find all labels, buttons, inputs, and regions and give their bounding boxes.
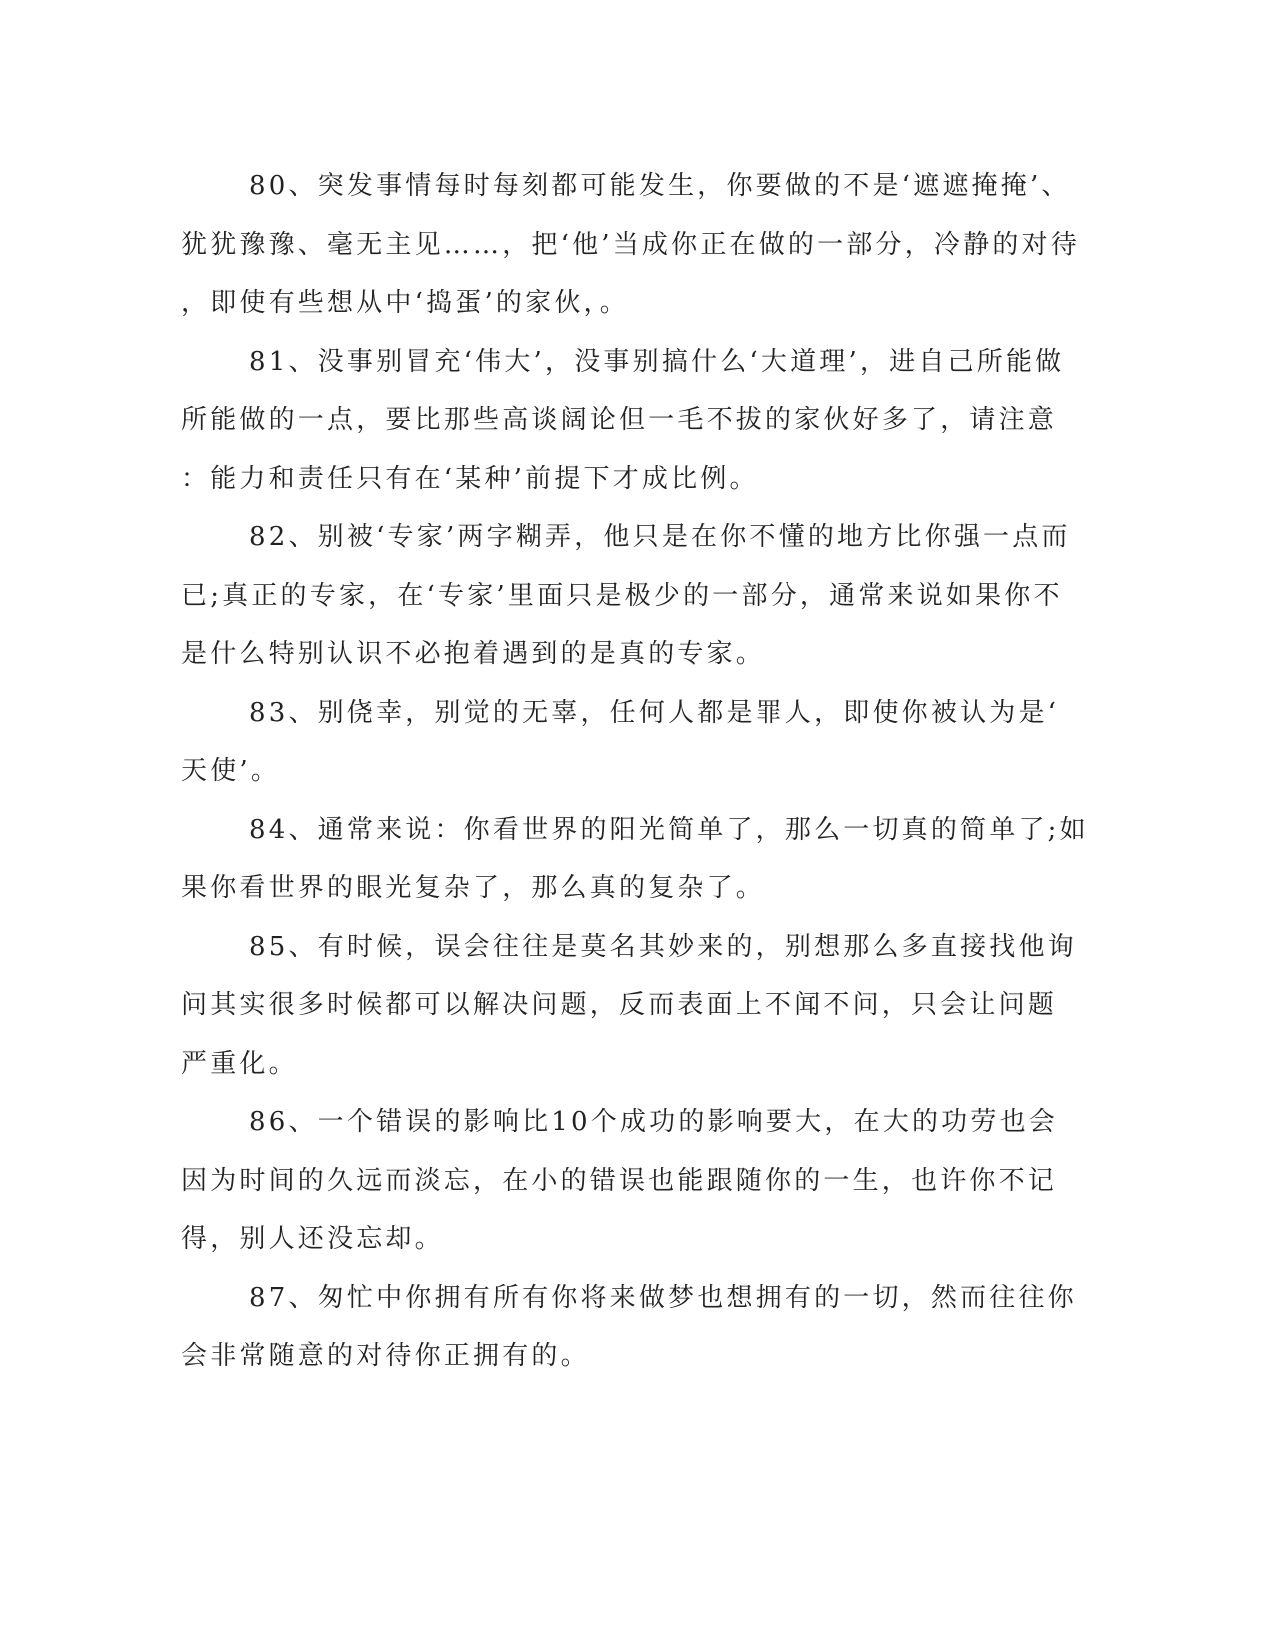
paragraph-83-line-2: 天使’。: [181, 756, 281, 786]
paragraph-80-line-3: ，即使有些想从中‘捣蛋’的家伙，。: [181, 288, 629, 318]
paragraph-87-line-2: 会非常随意的对待你正拥有的。: [181, 1341, 590, 1371]
paragraph-81-line-2: 所能做的一点，要比那些高谈阔论但一毛不拔的家伙好多了，请注意: [181, 405, 1058, 435]
paragraph-80-line-2: 犹犹豫豫、毫无主见……，把‘他’当成你正在做的一部分，冷静的对待: [181, 229, 1080, 260]
paragraph-82-line-1: 82、别被‘专家’两字糊弄，他只是在你不懂的地方比你强一点而: [249, 522, 1071, 552]
paragraph-81-line-3: ：能力和责任只有在‘某种’前提下才成比例。: [181, 463, 759, 494]
paragraph-86-line-3: 得，别人还没忘却。: [181, 1224, 444, 1254]
paragraph-84-line-2: 果你看世界的眼光复杂了，那么真的复杂了。: [181, 873, 766, 903]
paragraph-82-line-2: 已;真正的专家，在‘专家’里面只是极少的一部分，通常来说如果你不: [181, 580, 1063, 611]
paragraph-85-line-1: 85、有时候，误会往往是莫名其妙来的，别想那么多直接找他询: [249, 931, 1077, 962]
paragraph-84-line-1: 84、通常来说：你看世界的阳光简单了，那么一切真的简单了;如: [249, 814, 1089, 845]
paragraph-83-line-1: 83、别侥幸，别觉的无辜，任何人都是罪人，即使你被认为是‘: [249, 697, 1060, 728]
paragraph-81-line-1: 81、没事别冒充‘伟大’，没事别搞什么‘大道理’，进自己所能做: [249, 346, 1065, 377]
document-body: [181, 157, 1089, 1386]
paragraph-80-line-1: 80、突发事情每时每刻都可能发生，你要做的不是‘遮遮掩掩’、: [249, 171, 1071, 201]
paragraph-86-line-2: 因为时间的久远而淡忘，在小的错误也能跟随你的一生，也许你不记: [181, 1165, 1058, 1196]
paragraph-87-line-1: 87、匆忙中你拥有所有你将来做梦也想拥有的一切，然而往往你: [249, 1282, 1077, 1313]
paragraph-85-line-2: 问其实很多时候都可以解决问题，反而表面上不闻不问，只会让问题: [181, 990, 1058, 1020]
paragraph-82-line-3: 是什么特别认识不必抱着遇到的是真的专家。: [181, 639, 766, 669]
paragraph-85-line-3: 严重化。: [181, 1048, 298, 1079]
paragraph-86-line-1: 86、一个错误的影响比10个成功的影响要大，在大的功劳也会: [249, 1107, 1058, 1137]
